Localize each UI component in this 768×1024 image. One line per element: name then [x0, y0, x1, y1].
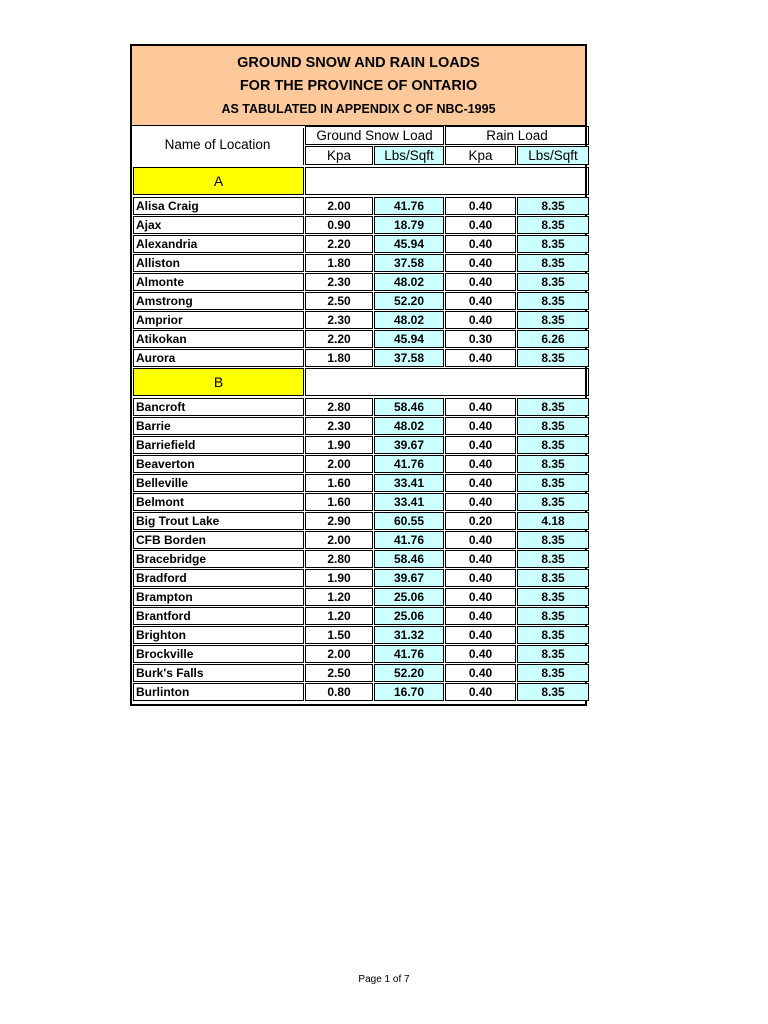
page-number: Page 1 of 7 [358, 974, 410, 985]
rain-kpa-cell: 0.30 [445, 330, 516, 348]
rain-lbs-cell: 8.35 [517, 664, 589, 682]
snow-kpa-cell: 1.20 [305, 588, 373, 606]
rain-kpa-cell: 0.20 [445, 512, 516, 530]
table-row [132, 454, 589, 473]
location-name-cell: Alisa Craig [133, 197, 304, 215]
table-row [132, 682, 589, 701]
snow-lbs-cell: 37.58 [374, 254, 444, 272]
rain-lbs-cell: 8.35 [517, 235, 589, 253]
rain-kpa-cell: 0.40 [445, 550, 516, 568]
snow-kpa-cell: 1.50 [305, 626, 373, 644]
header-snow-lbs: Lbs/Sqft [373, 146, 444, 166]
header-rain-lbs: Lbs/Sqft [516, 146, 589, 166]
location-name-cell: Brockville [133, 645, 304, 663]
location-name-cell: Beaverton [133, 455, 304, 473]
rain-kpa-cell: 0.40 [445, 626, 516, 644]
section-header [132, 367, 589, 397]
location-name-cell: Bradford [133, 569, 304, 587]
rain-kpa-cell: 0.40 [445, 607, 516, 625]
table-row [132, 397, 589, 416]
rain-lbs-cell: 6.26 [517, 330, 589, 348]
rain-kpa-cell: 0.40 [445, 569, 516, 587]
rain-lbs-cell: 8.35 [517, 531, 589, 549]
table-row [132, 234, 589, 253]
title-block [132, 46, 585, 126]
rain-lbs-cell: 8.35 [517, 626, 589, 644]
table-row [132, 568, 589, 587]
rain-kpa-cell: 0.40 [445, 664, 516, 682]
location-name-cell: Almonte [133, 273, 304, 291]
snow-lbs-cell: 52.20 [374, 292, 444, 310]
table-row [132, 473, 589, 492]
location-name-cell: Brighton [133, 626, 304, 644]
rain-kpa-cell: 0.40 [445, 588, 516, 606]
snow-kpa-cell: 0.90 [305, 216, 373, 234]
rain-lbs-cell: 8.35 [517, 197, 589, 215]
snow-lbs-cell: 58.46 [374, 550, 444, 568]
snow-lbs-cell: 58.46 [374, 398, 444, 416]
snow-kpa-cell: 1.60 [305, 493, 373, 511]
snow-kpa-cell: 2.00 [305, 645, 373, 663]
rain-lbs-cell: 8.35 [517, 683, 589, 701]
header-rain-kpa: Kpa [444, 146, 516, 166]
location-name-cell: Barrie [133, 417, 304, 435]
rain-kpa-cell: 0.40 [445, 292, 516, 310]
rain-lbs-cell: 8.35 [517, 216, 589, 234]
table-row [132, 329, 589, 348]
snow-kpa-cell: 2.00 [305, 197, 373, 215]
rain-lbs-cell: 8.35 [517, 474, 589, 492]
rain-lbs-cell: 4.18 [517, 512, 589, 530]
table-row [132, 435, 589, 454]
snow-lbs-cell: 25.06 [374, 607, 444, 625]
table-row [132, 492, 589, 511]
snow-kpa-cell: 2.20 [305, 235, 373, 253]
snow-lbs-cell: 45.94 [374, 330, 444, 348]
location-name-cell: CFB Borden [133, 531, 304, 549]
snow-kpa-cell: 2.50 [305, 664, 373, 682]
location-name-cell: Burk's Falls [133, 664, 304, 682]
snow-lbs-cell: 33.41 [374, 474, 444, 492]
location-name-cell: Burlinton [133, 683, 304, 701]
rain-kpa-cell: 0.40 [445, 493, 516, 511]
table-row [132, 416, 589, 435]
snow-lbs-cell: 16.70 [374, 683, 444, 701]
section-letter: B [133, 368, 304, 396]
snow-kpa-cell: 1.80 [305, 254, 373, 272]
snow-lbs-cell: 41.76 [374, 645, 444, 663]
rain-kpa-cell: 0.40 [445, 311, 516, 329]
snow-lbs-cell: 18.79 [374, 216, 444, 234]
location-name-cell: Amstrong [133, 292, 304, 310]
rain-kpa-cell: 0.40 [445, 417, 516, 435]
rain-lbs-cell: 8.35 [517, 349, 589, 367]
snow-kpa-cell: 2.90 [305, 512, 373, 530]
snow-lbs-cell: 31.32 [374, 626, 444, 644]
snow-kpa-cell: 1.90 [305, 569, 373, 587]
location-name-cell: Brampton [133, 588, 304, 606]
location-name-cell: Barriefield [133, 436, 304, 454]
section-letter: A [133, 167, 304, 195]
rain-kpa-cell: 0.40 [445, 531, 516, 549]
header-ground-snow-load: Ground Snow Load [304, 126, 444, 146]
rain-lbs-cell: 8.35 [517, 417, 589, 435]
table-row [132, 644, 589, 663]
snow-lbs-cell: 25.06 [374, 588, 444, 606]
snow-kpa-cell: 2.80 [305, 398, 373, 416]
snow-kpa-cell: 2.00 [305, 531, 373, 549]
rain-lbs-cell: 8.35 [517, 292, 589, 310]
rain-kpa-cell: 0.40 [445, 398, 516, 416]
header-snow-kpa: Kpa [304, 146, 373, 166]
rain-kpa-cell: 0.40 [445, 349, 516, 367]
table-row [132, 272, 589, 291]
snow-kpa-cell: 1.90 [305, 436, 373, 454]
location-name-cell: Alliston [133, 254, 304, 272]
rain-kpa-cell: 0.40 [445, 436, 516, 454]
rain-kpa-cell: 0.40 [445, 197, 516, 215]
rain-lbs-cell: 8.35 [517, 455, 589, 473]
table-row [132, 549, 589, 568]
snow-lbs-cell: 41.76 [374, 531, 444, 549]
rain-kpa-cell: 0.40 [445, 254, 516, 272]
table-row [132, 310, 589, 329]
rain-lbs-cell: 8.35 [517, 645, 589, 663]
snow-lbs-cell: 39.67 [374, 436, 444, 454]
snow-lbs-cell: 52.20 [374, 664, 444, 682]
table-row [132, 511, 589, 530]
header-rain-load: Rain Load [444, 126, 589, 146]
section-blank-cell [305, 368, 589, 396]
snow-lbs-cell: 33.41 [374, 493, 444, 511]
snow-lbs-cell: 37.58 [374, 349, 444, 367]
table-row [132, 625, 589, 644]
snow-lbs-cell: 60.55 [374, 512, 444, 530]
snow-lbs-cell: 48.02 [374, 417, 444, 435]
location-name-cell: Alexandria [133, 235, 304, 253]
snow-kpa-cell: 2.20 [305, 330, 373, 348]
rain-kpa-cell: 0.40 [445, 645, 516, 663]
rain-kpa-cell: 0.40 [445, 455, 516, 473]
rain-kpa-cell: 0.40 [445, 273, 516, 291]
table-row [132, 606, 589, 625]
location-name-cell: Bracebridge [133, 550, 304, 568]
table-row [132, 196, 589, 215]
data-table [132, 126, 589, 704]
table-row [132, 348, 589, 367]
location-name-cell: Atikokan [133, 330, 304, 348]
snow-lbs-cell: 48.02 [374, 273, 444, 291]
snow-lbs-cell: 41.76 [374, 455, 444, 473]
snow-lbs-cell: 48.02 [374, 311, 444, 329]
snow-kpa-cell: 0.80 [305, 683, 373, 701]
header-name-of-location: Name of Location [132, 126, 304, 166]
rain-lbs-cell: 8.35 [517, 607, 589, 625]
snow-rain-load-table [130, 44, 587, 706]
section-blank-cell [305, 167, 589, 195]
rain-lbs-cell: 8.35 [517, 311, 589, 329]
table-row [132, 530, 589, 549]
snow-kpa-cell: 1.20 [305, 607, 373, 625]
snow-lbs-cell: 45.94 [374, 235, 444, 253]
title-line-1: GROUND SNOW AND RAIN LOADS [237, 54, 480, 71]
snow-kpa-cell: 2.30 [305, 273, 373, 291]
snow-lbs-cell: 41.76 [374, 197, 444, 215]
location-name-cell: Brantford [133, 607, 304, 625]
snow-kpa-cell: 1.60 [305, 474, 373, 492]
table-row [132, 291, 589, 310]
table-row [132, 663, 589, 682]
snow-kpa-cell: 2.00 [305, 455, 373, 473]
location-name-cell: Ajax [133, 216, 304, 234]
location-name-cell: Belleville [133, 474, 304, 492]
location-name-cell: Aurora [133, 349, 304, 367]
snow-lbs-cell: 39.67 [374, 569, 444, 587]
location-name-cell: Big Trout Lake [133, 512, 304, 530]
rain-lbs-cell: 8.35 [517, 436, 589, 454]
location-name-cell: Bancroft [133, 398, 304, 416]
section-header [132, 166, 589, 196]
snow-kpa-cell: 1.80 [305, 349, 373, 367]
rain-kpa-cell: 0.40 [445, 235, 516, 253]
rain-lbs-cell: 8.35 [517, 550, 589, 568]
title-line-3: AS TABULATED IN APPENDIX C OF NBC-1995 [221, 101, 496, 116]
rain-lbs-cell: 8.35 [517, 254, 589, 272]
rain-kpa-cell: 0.40 [445, 216, 516, 234]
rain-lbs-cell: 8.35 [517, 493, 589, 511]
rain-kpa-cell: 0.40 [445, 474, 516, 492]
rain-lbs-cell: 8.35 [517, 569, 589, 587]
location-name-cell: Amprior [133, 311, 304, 329]
rain-lbs-cell: 8.35 [517, 588, 589, 606]
rain-lbs-cell: 8.35 [517, 398, 589, 416]
table-row [132, 215, 589, 234]
table-row [132, 253, 589, 272]
rain-kpa-cell: 0.40 [445, 683, 516, 701]
title-line-2: FOR THE PROVINCE OF ONTARIO [239, 77, 478, 94]
snow-kpa-cell: 2.80 [305, 550, 373, 568]
table-row [132, 587, 589, 606]
snow-kpa-cell: 2.30 [305, 417, 373, 435]
location-name-cell: Belmont [133, 493, 304, 511]
snow-kpa-cell: 2.30 [305, 311, 373, 329]
snow-kpa-cell: 2.50 [305, 292, 373, 310]
rain-lbs-cell: 8.35 [517, 273, 589, 291]
